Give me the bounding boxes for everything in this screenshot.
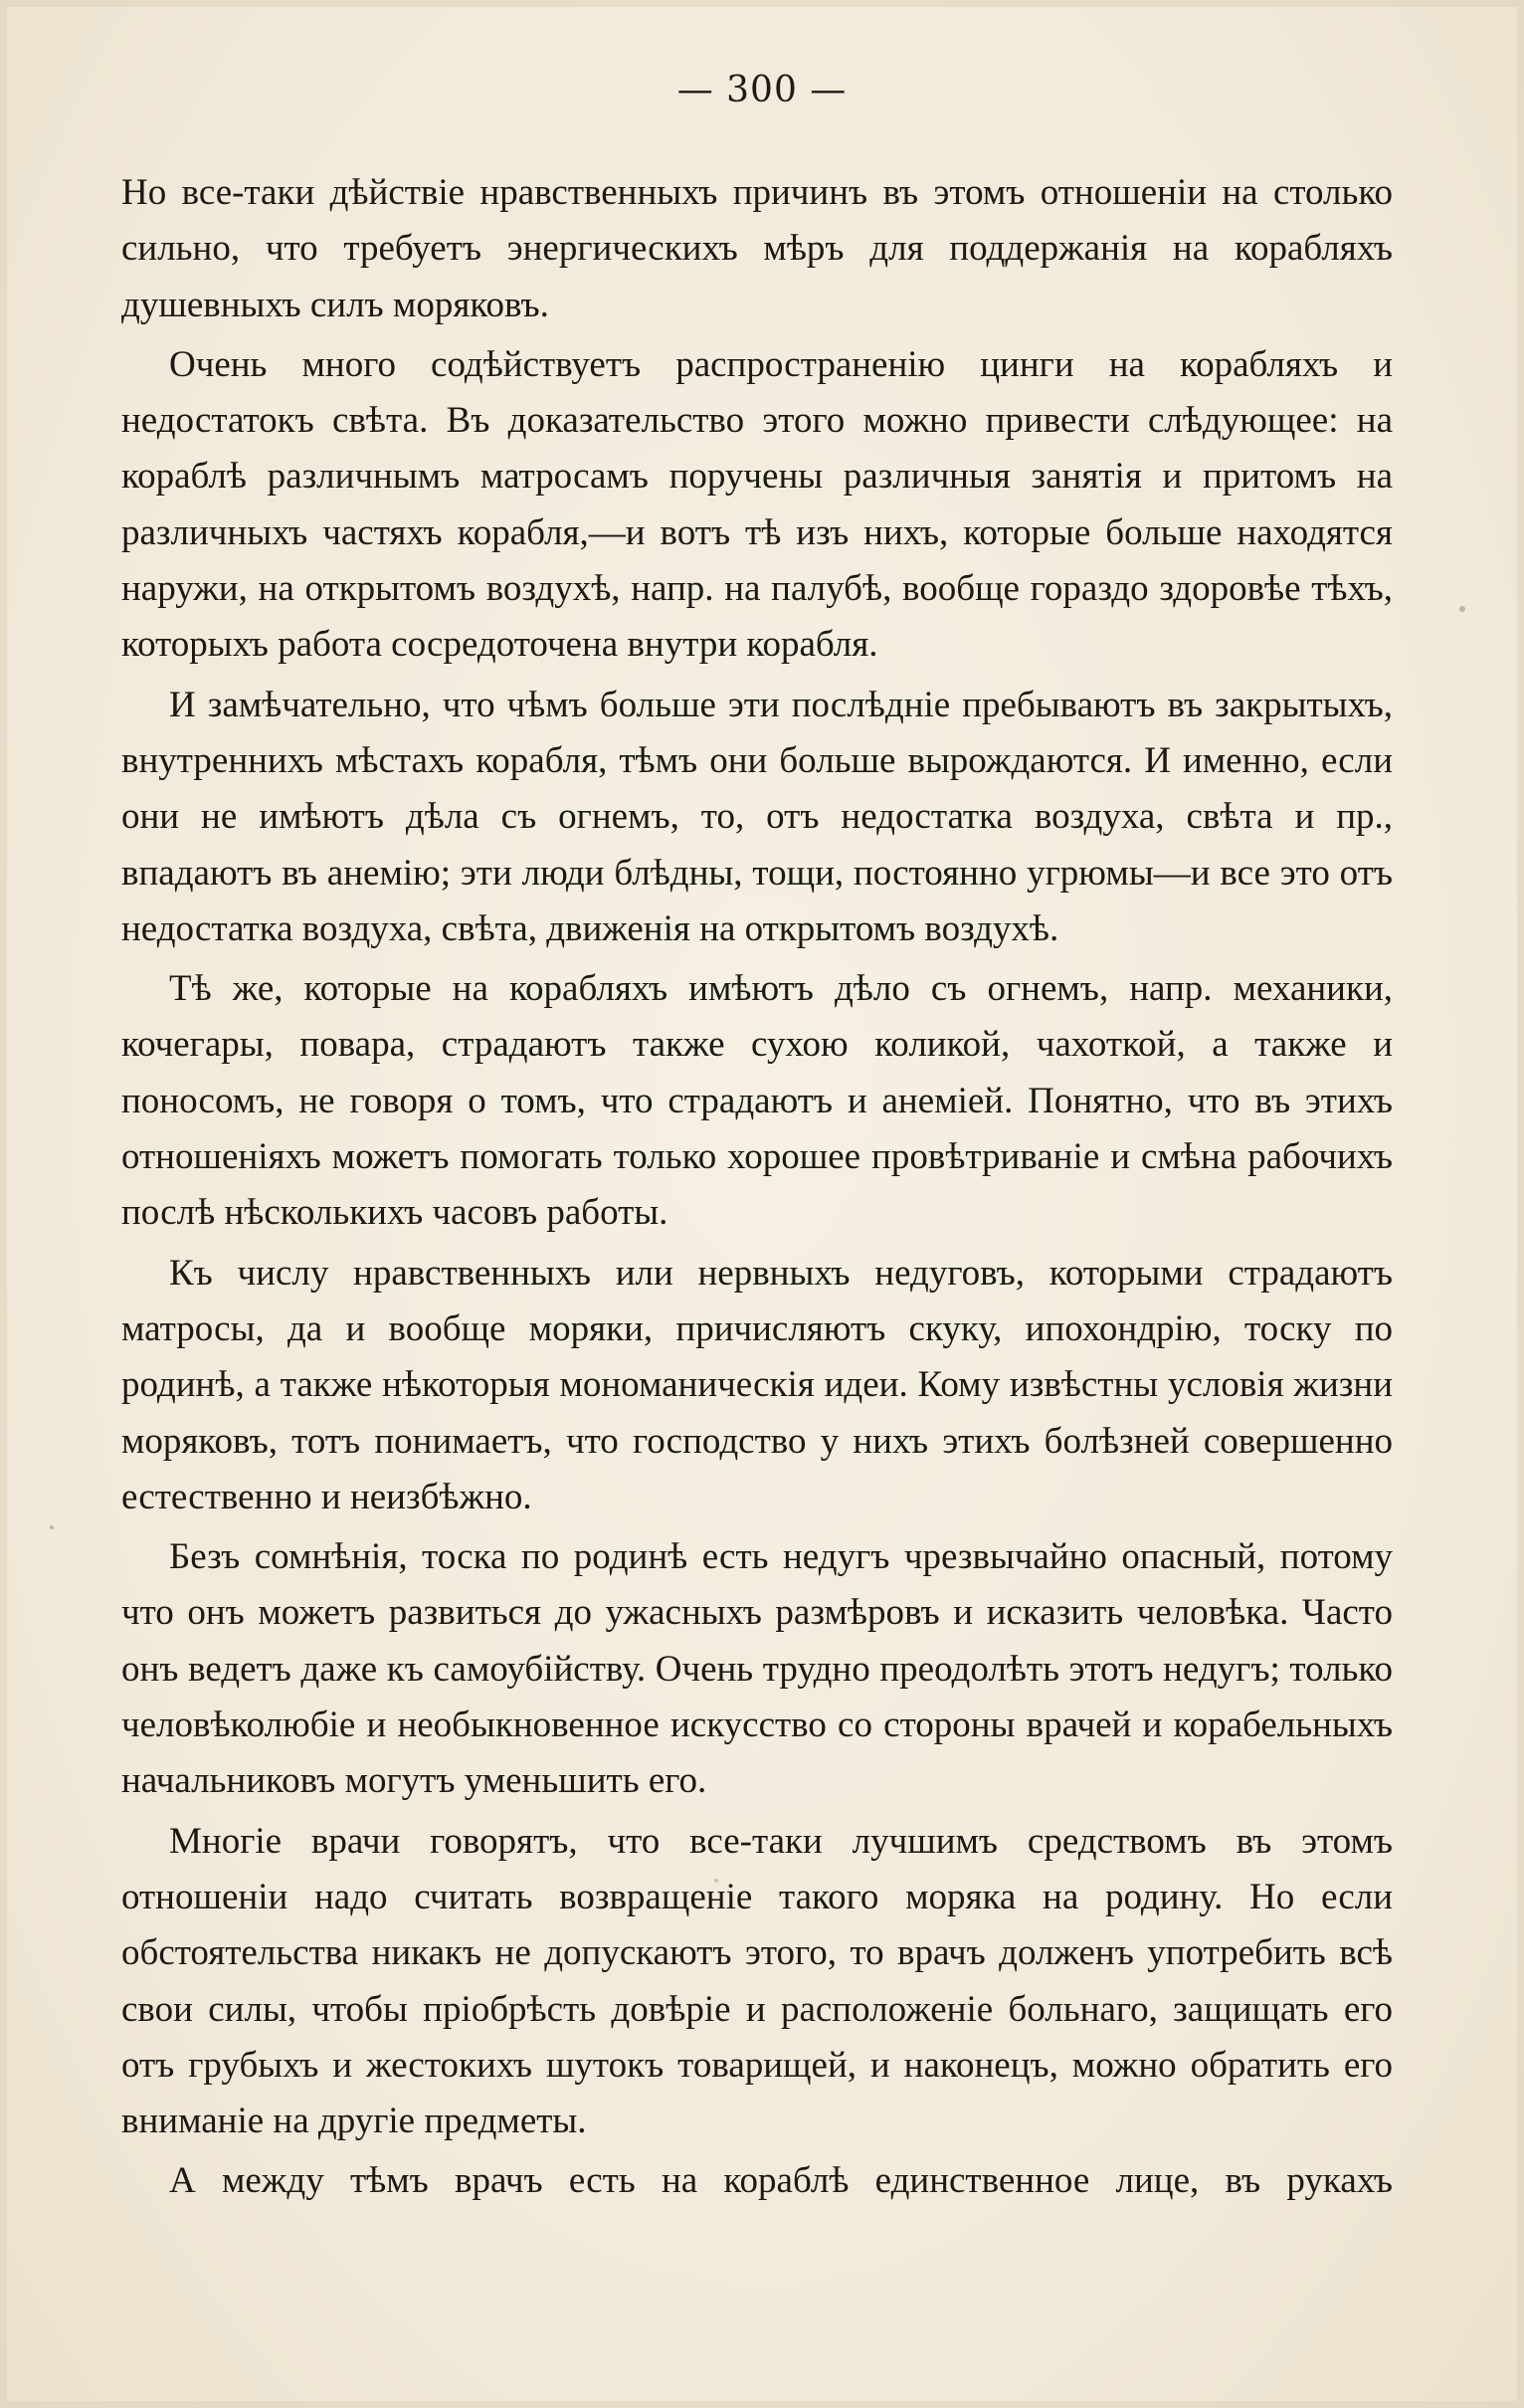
paragraph: Очень много содѣйствуетъ распространенію цинги на корабляхъ и недостатокъ свѣта. Въ доказательство этого можно привести слѣдующее: на кораблѣ различнымъ матросамъ поручены различныя занятія и притомъ на различныхъ частяхъ корабля,—и вотъ тѣ изъ нихъ, которые больше находятся наружи, на открытомъ воздухѣ, напр. на палубѣ, вообще гораздо здоровѣе тѣхъ, которыхъ работа сосредоточена внутри корабля. xyxy=(121,343,1393,666)
paragraph: Но все-таки дѣйствіе нравственныхъ причинъ въ этомъ отношеніи на столько сильно, что требуетъ энергическихъ мѣръ для поддержанія на корабляхъ душевныхъ силъ моряковъ. xyxy=(121,172,1393,325)
paragraph: Тѣ же, которые на корабляхъ имѣютъ дѣло съ огнемъ, напр. механики, кочегары, повара, страдаютъ также сухою коликой, чахоткой, а также и поносомъ, не говоря о томъ, что страдаютъ и анеміей. Понятно, что въ этихъ отношеніяхъ можетъ помогать только хорошее провѣтриваніе и смѣна рабочихъ послѣ нѣсколькихъ часовъ работы. xyxy=(121,968,1393,1234)
page-number: — 300 — xyxy=(676,70,848,110)
paragraph: Многіе врачи говорятъ, что все-таки лучшимъ средствомъ въ этомъ отношеніи надо считать возвращеніе такого моряка на родину. Но если обстоятельства никакъ не допускаютъ этого, то врачъ долженъ употребить всѣ свои силы, чтобы пріобрѣсть довѣріе и расположеніе больнаго, защищать его отъ грубыхъ и жестокихъ шутокъ товарищей, и наконецъ, можно обратить его вниманіе на другіе предметы. xyxy=(121,1820,1393,2142)
paragraph: Безъ сомнѣнія, тоска по родинѣ есть недугъ чрезвычайно опасный, потому что онъ можетъ развиться до ужасныхъ размѣровъ и исказить человѣка. Часто онъ ведетъ даже къ самоубійству. Очень трудно преодолѣть этотъ недугъ; только человѣколюбіе и необыкновенное искусство со стороны врачей и корабельныхъ начальниковъ могутъ уменьшить его. xyxy=(121,1536,1393,1802)
body-text xyxy=(121,165,1393,2210)
paragraph: А между тѣмъ врачъ есть на кораблѣ единственное лице, въ рукахъ xyxy=(169,2160,1393,2202)
paragraph: Къ числу нравственныхъ или нервныхъ недуговъ, которыми страдаютъ матросы, да и вообще моряки, причисляютъ скуку, ипохондрію, тоску по родинѣ, а также нѣкоторыя мономаническія идеи. Кому извѣстны условія жизни моряковъ, тотъ понимаетъ, что господство у нихъ этихъ болѣзней совершенно естественно и неизбѣжно. xyxy=(121,1252,1393,1517)
paragraph: И замѣчательно, что чѣмъ больше эти послѣдніе пребываютъ въ закрытыхъ, внутреннихъ мѣстахъ корабля, тѣмъ они больше вырождаются. И именно, если они не имѣютъ дѣла съ огнемъ, то, отъ недостатка воздуха, свѣта и пр., впадаютъ въ анемію; эти люди блѣдны, тощи, постоянно угрюмы—и все это отъ недостатка воздуха, свѣта, движенія на открытомъ воздухѣ. xyxy=(121,684,1393,949)
